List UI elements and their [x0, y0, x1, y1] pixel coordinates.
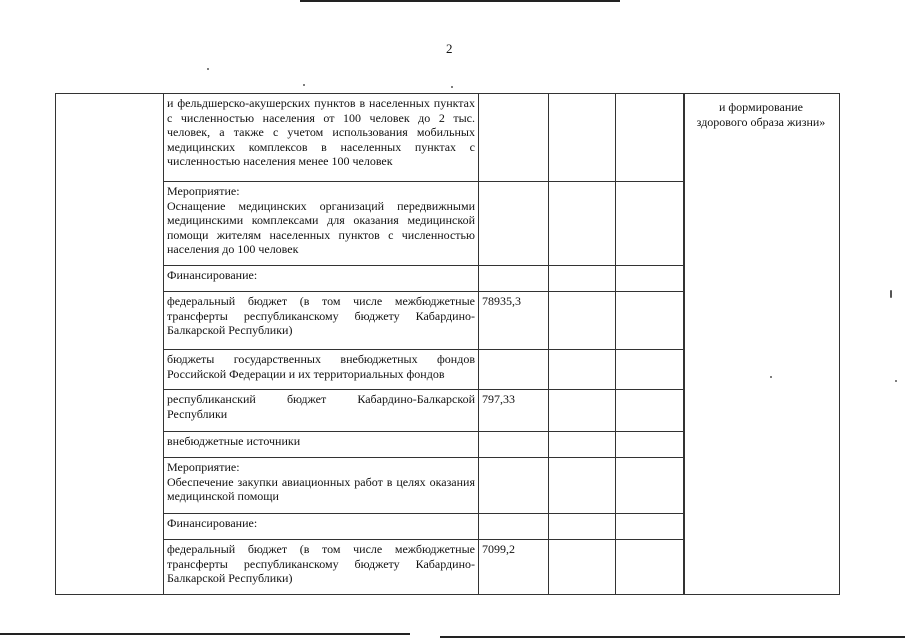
table-border-right [839, 93, 840, 595]
row-amount: 797,33 [479, 390, 549, 432]
empty-cell [549, 292, 616, 350]
row-description: Финансирование: [164, 266, 479, 292]
scan-speck [890, 290, 892, 298]
table-row [164, 292, 684, 350]
row-amount: 7099,2 [479, 540, 549, 595]
right-column-note [686, 100, 836, 129]
scan-speck [451, 86, 453, 88]
table-row [164, 514, 684, 540]
table-row [164, 540, 684, 595]
table-row [164, 94, 684, 182]
row-description: республиканский бюджет Кабардино-Балкарской Республики [164, 390, 479, 432]
empty-cell [549, 94, 616, 182]
scan-edge-bottom [440, 636, 905, 638]
right-note-line-1: и формирование [718, 100, 804, 114]
empty-cell [549, 514, 616, 540]
empty-cell [616, 350, 684, 390]
column-divider-right [684, 93, 685, 595]
empty-cell [616, 292, 684, 350]
empty-cell [549, 266, 616, 292]
empty-cell [549, 458, 616, 514]
empty-cell [616, 458, 684, 514]
scan-speck [303, 84, 305, 86]
row-description: Мероприятие: Оснащение медицинских организаций передвижными медицинскими комплексами для оказания медицинской помощи жителям населенных пунктов с численностью населения до 100 человек [164, 182, 479, 266]
row-amount [479, 266, 549, 292]
row-description: федеральный бюджет (в том числе межбюджетные трансферты республиканскому бюджету Кабардино-Балкарской Республики) [164, 292, 479, 350]
row-description: и фельдшерско-акушерских пунктов в населенных пунктах с численностью населения от 100 человек до 2 тыс. человек, а также с учетом использования мобильных медицинских комплексов в населенных пунктах с численностью населения менее 100 человек [164, 94, 479, 182]
empty-cell [616, 266, 684, 292]
row-amount [479, 432, 549, 458]
right-note-line-2: здорового образа жизни» [696, 114, 826, 129]
scan-speck [770, 376, 772, 378]
empty-cell [549, 350, 616, 390]
row-description: федеральный бюджет (в том числе межбюджетные трансферты республиканскому бюджету Кабардино-Балкарской Республики) [164, 540, 479, 595]
table-row [164, 458, 684, 514]
empty-cell [616, 94, 684, 182]
row-amount [479, 182, 549, 266]
scan-edge-bottom [0, 633, 410, 635]
page-number: 2 [446, 41, 453, 56]
scan-edge-top [300, 0, 620, 2]
table-row [164, 266, 684, 292]
empty-cell [549, 390, 616, 432]
row-amount [479, 94, 549, 182]
table-border-left [55, 93, 56, 595]
table-row [164, 350, 684, 390]
empty-cell [616, 514, 684, 540]
table-row [164, 182, 684, 266]
row-amount [479, 350, 549, 390]
row-amount [479, 514, 549, 540]
empty-cell [549, 182, 616, 266]
empty-cell [616, 390, 684, 432]
table-row [164, 390, 684, 432]
row-description: Мероприятие: Обеспечение закупки авиационных работ в целях оказания медицинской помощи [164, 458, 479, 514]
empty-cell [616, 540, 684, 595]
row-amount [479, 458, 549, 514]
row-description: бюджеты государственных внебюджетных фондов Российской Федерации и их территориальных фондов [164, 350, 479, 390]
row-description: Финансирование: [164, 514, 479, 540]
row-description: внебюджетные источники [164, 432, 479, 458]
empty-cell [616, 182, 684, 266]
empty-cell [549, 432, 616, 458]
scan-speck [207, 68, 209, 70]
row-amount: 78935,3 [479, 292, 549, 350]
empty-cell [616, 432, 684, 458]
scan-speck [895, 380, 897, 382]
empty-cell [549, 540, 616, 595]
measures-table [163, 93, 684, 595]
table-row [164, 432, 684, 458]
